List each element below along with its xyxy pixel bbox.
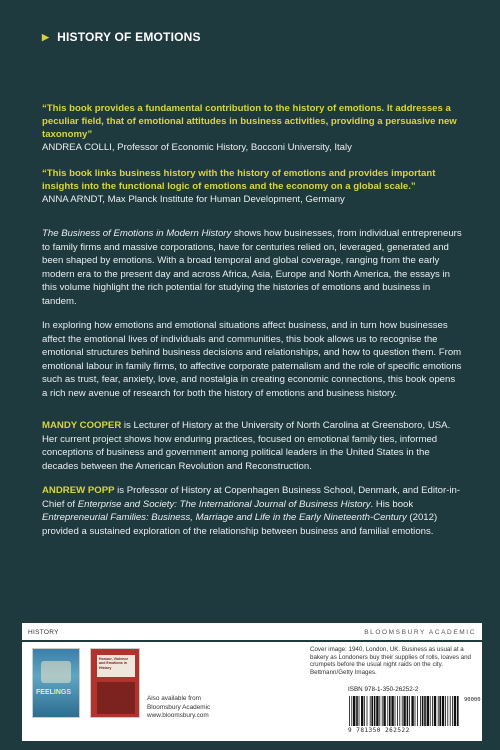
related-book-cover-honour[interactable] xyxy=(90,648,140,718)
description-text: shows how businesses, from individual entrepreneurs to family firms and massive corporations, have for centuries relied on, leveraged, generated and been shaped by emotions. With a broad temporal and global coverage, ranging from the early modern era to the present day and across Africa, Asia, Europe and North America, the essays in this volume highlight the rich potential for studying the histories of emotions and business in tandem. xyxy=(42,228,462,307)
journal-title: Enterprise and Society: The International Journal of Business History xyxy=(77,498,371,510)
endorsement-attribution: ANNA ARNDT, Max Planck Institute for Human Development, Germany xyxy=(42,194,345,205)
author-name: ANDREW POPP xyxy=(42,485,115,496)
back-cover-content xyxy=(42,102,462,549)
book-title-italic: The Business of Emotions in Modern History xyxy=(42,228,232,239)
author-name: MANDY COOPER xyxy=(42,420,122,431)
isbn: ISBN 978-1-350-26252-2 xyxy=(348,686,419,693)
author-bio-text: is Lecturer of History at the University of North Carolina at Greensboro, USA. Her current project shows how enduring practices, focused on emotional family ties, informed conceptions of business and government among political leaders in the United States in the decades between the American Revolution and Reconstruction. xyxy=(42,420,451,472)
author-bio-text: . His book xyxy=(370,498,414,510)
footer-panel xyxy=(22,623,482,741)
author-bio-text: (2012) provided a sustained exploration of the relationship between business and familial emotions. xyxy=(42,512,438,537)
book-title: Entrepreneurial Families: Business, Marriage and Life in the Early Nineteenth-Century xyxy=(42,512,407,523)
related-book-cover-feelings[interactable] xyxy=(32,648,80,718)
series-title: HISTORY OF EMOTIONS xyxy=(57,30,201,44)
endorsement-quote: “This book provides a fundamental contribution to the history of emotions. It addresses a peculiar field, that of emotional attitudes in business activities, providing a persuasive new taxonomy” xyxy=(42,103,457,140)
also-available-line: Also available from xyxy=(147,695,201,702)
author-bio-text: is Professor of History at Copenhagen Business School, Denmark, and Editor-in-Chief of xyxy=(42,485,461,510)
also-available-line: Bloomsbury Academic xyxy=(147,703,211,711)
cover-illustration xyxy=(97,682,135,714)
cover-image-credit: Cover image: 1940, London, UK. Business as usual at a bakery as Londoners buy their supplies of rolls, loaves and crumpets before the usual night raids on the city. Bettmann/Getty Images. xyxy=(310,646,471,676)
author-bio-cooper xyxy=(42,419,462,473)
triangle-bullet-icon: ▶ xyxy=(42,31,50,42)
barcode xyxy=(348,696,460,734)
price-code: 90000 xyxy=(464,697,481,703)
endorsement-attribution: ANDREA COLLI, Professor of Economic History, Bocconi University, Italy xyxy=(42,142,352,153)
description-paragraph-2: In exploring how emotions and emotional situations affect business, and in turn how businesses affect the emotional lives of individuals and communities, this book allows us to recognise the emotional structures behind business decisions and relationships, and how to question them. From emotional labour in family firms, to affective corporate paternalism and the role of specific emotions such as trust, fear, anxiety, love, and nostalgia in creating economic connections, this book opens a rich new avenue of research for both the history of emotions and business history. xyxy=(42,320,462,399)
endorsement-2 xyxy=(42,167,462,206)
cover-illustration xyxy=(41,661,71,683)
category-label: HISTORY xyxy=(28,629,59,636)
related-book-title: FEELINGS xyxy=(36,689,72,696)
endorsement-1 xyxy=(42,102,462,154)
also-available xyxy=(147,695,210,721)
related-book-title: Honour, Violence and Emotions in History xyxy=(99,657,129,670)
endorsement-quote: “This book links business history with the history of emotions and provides important insights into the functional logic of emotions and the economy on a global scale.” xyxy=(42,168,436,192)
author-bio-popp xyxy=(42,484,462,538)
barcode-digits: 9 781350 262522 xyxy=(348,727,410,734)
divider xyxy=(22,640,482,642)
publisher-url[interactable]: www.bloomsbury.com xyxy=(147,712,209,719)
publisher-label: BLOOMSBURY ACADEMIC xyxy=(364,629,476,636)
cover-title-panel xyxy=(97,655,135,677)
series-header xyxy=(42,30,201,44)
description-paragraph-1 xyxy=(42,227,462,308)
barcode-icon xyxy=(348,696,460,726)
